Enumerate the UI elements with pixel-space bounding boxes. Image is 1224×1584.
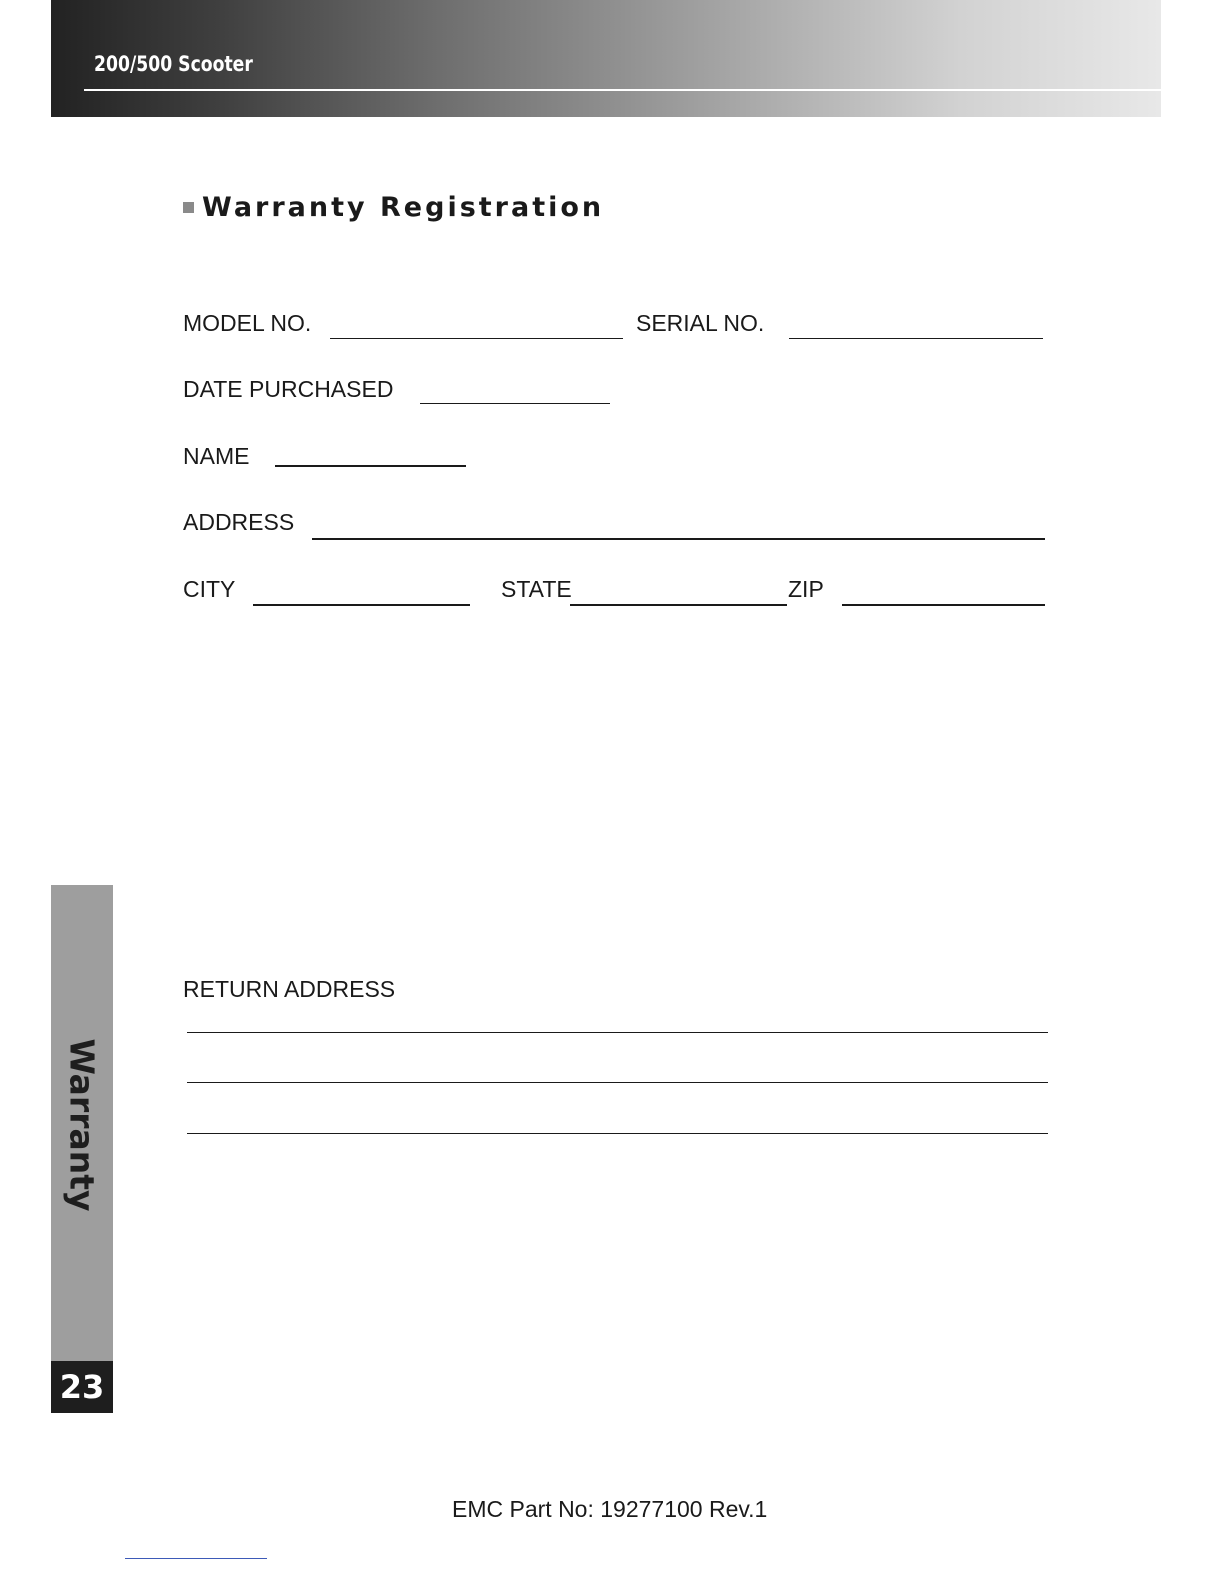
return-address-line-2[interactable] [187,1082,1048,1083]
model-no-label: MODEL NO. [183,310,312,336]
city-label: CITY [183,576,236,602]
name-label: NAME [183,443,250,469]
model-no-field[interactable] [330,338,623,339]
state-field[interactable] [570,604,787,606]
address-field[interactable] [312,538,1045,540]
address-label: ADDRESS [183,509,295,535]
name-field[interactable] [275,465,466,467]
return-address-line-1[interactable] [187,1032,1048,1033]
serial-no-field[interactable] [789,338,1043,339]
part-number: EMC Part No: 19277100 Rev.1 [452,1496,768,1522]
return-address-label: RETURN ADDRESS [183,976,396,1002]
page-number: 23 [59,1368,105,1406]
return-address-line-3[interactable] [187,1133,1048,1134]
header-title: 200/500 Scooter [94,52,253,76]
footer-divider [125,1558,267,1559]
section-title: Warranty Registration [202,192,605,223]
state-label: STATE [501,576,572,602]
square-bullet-icon [183,202,194,213]
zip-label: ZIP [788,576,824,602]
date-purchased-field[interactable] [420,403,610,404]
side-tab-label: Warranty [62,1038,102,1212]
zip-field[interactable] [842,604,1045,606]
serial-no-label: SERIAL NO. [636,310,765,336]
header-rule [84,89,1161,91]
date-purchased-label: DATE PURCHASED [183,376,394,402]
city-field[interactable] [253,604,470,606]
